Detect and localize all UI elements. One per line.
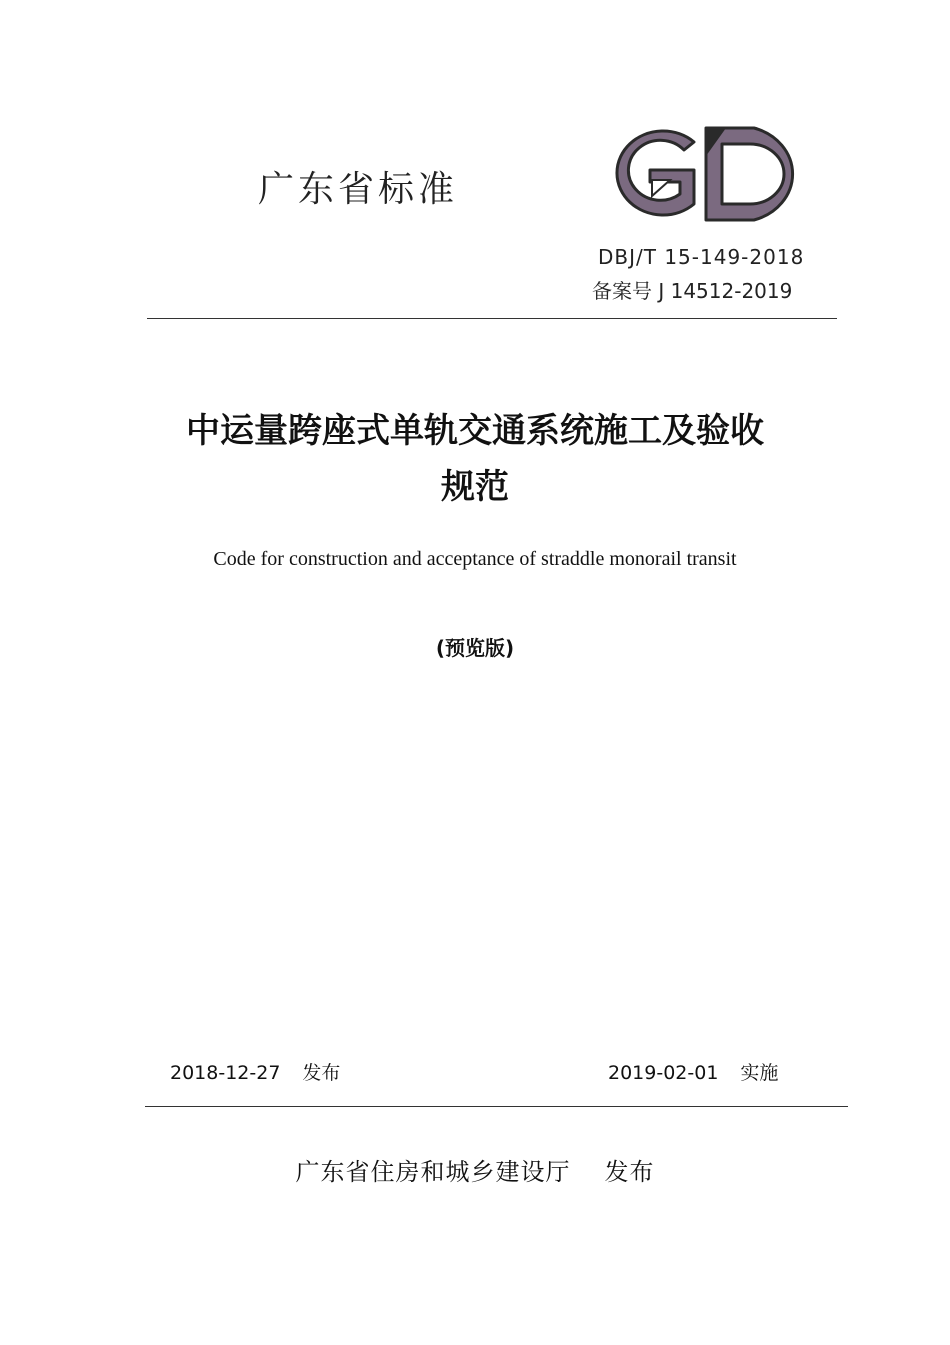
- issue-date: 2018-12-27: [170, 1062, 281, 1084]
- publish-label: 发布: [604, 1158, 655, 1186]
- record-number: 备案号 J 14512-2019: [592, 279, 793, 303]
- title-english: Code for construction and acceptance of straddle monorail transit: [213, 548, 737, 570]
- edition-label: (预览版): [435, 636, 515, 660]
- implement-label: 实施: [740, 1062, 779, 1084]
- gd-logo-icon: [594, 122, 812, 224]
- title-chinese-line1: 中运量跨座式单轨交通系统施工及验收: [186, 411, 764, 451]
- implement-date: 2019-02-01: [608, 1062, 719, 1084]
- implement-date-line: [608, 1060, 778, 1086]
- standard-number: DBJ/T 15-149-2018: [598, 245, 805, 269]
- issue-label: 发布: [302, 1062, 341, 1084]
- bottom-divider: [145, 1106, 848, 1107]
- publisher-line: [100, 1156, 850, 1188]
- title-chinese-line2: 规范: [441, 467, 509, 507]
- standard-type: 广东省标准: [258, 169, 459, 210]
- top-divider: [147, 318, 837, 319]
- publisher-name: 广东省住房和城乡建设厅: [295, 1158, 571, 1186]
- issue-date-line: [170, 1060, 340, 1086]
